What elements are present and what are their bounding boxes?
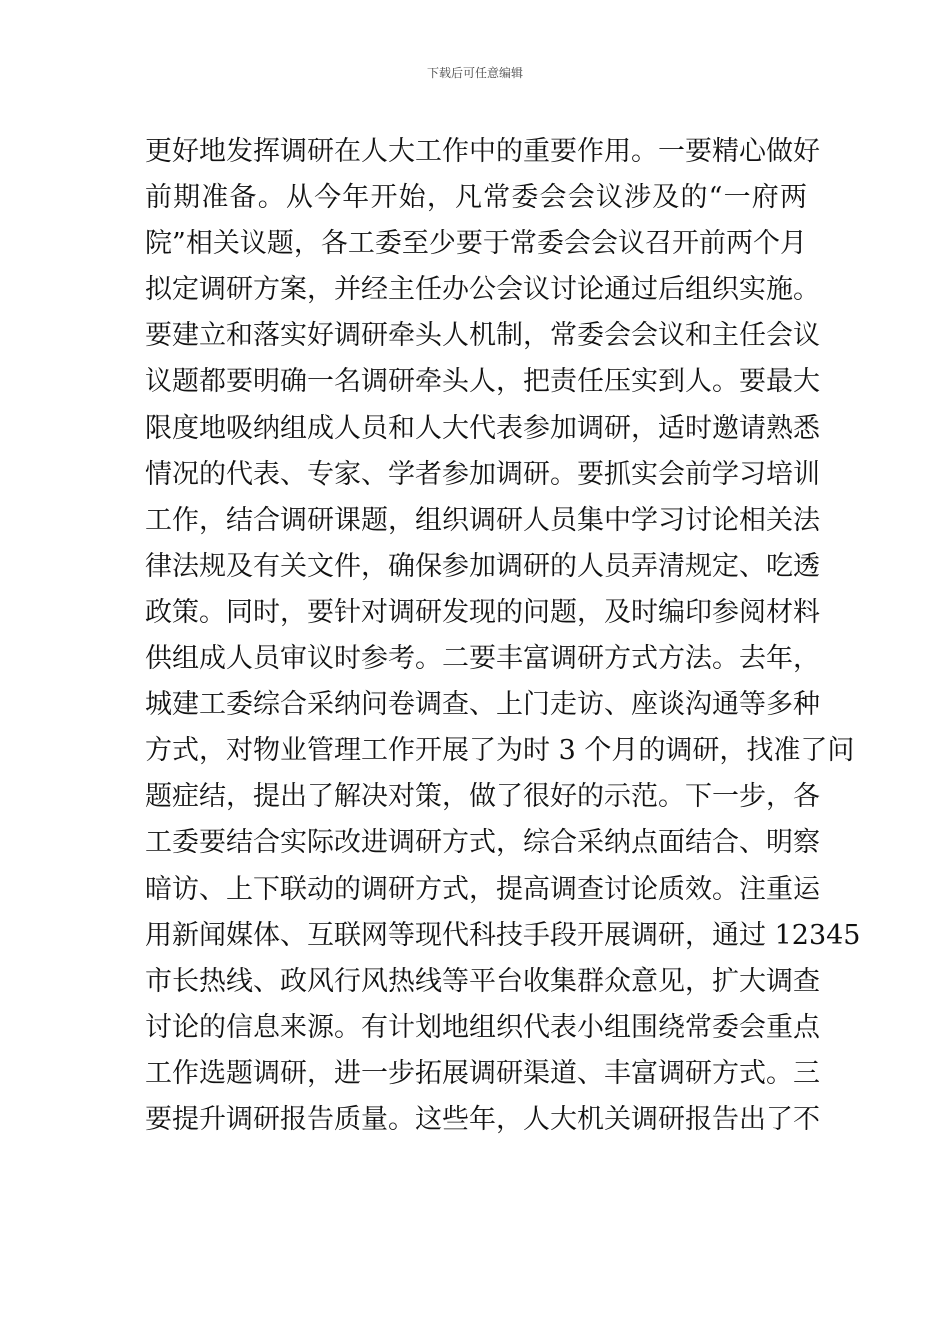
paragraph-line: 方式，对物业管理工作开展了为时 3 个月的调研，找准了问 (145, 735, 855, 767)
paragraph-line: 要提升调研报告质量。这些年，人大机关调研报告出了不 (145, 1103, 820, 1135)
paragraph-line: 律法规及有关文件，确保参加调研的人员弄清规定、吃透 (145, 550, 820, 582)
page-header: 下载后可任意编辑 (426, 66, 523, 80)
paragraph-line: 暗访、上下联动的调研方式，提高调查讨论质效。注重运 (145, 873, 820, 905)
paragraph-line: 题症结，提出了解决对策，做了很好的示范。下一步，各 (145, 781, 820, 813)
paragraph-line: 讨论的信息来源。有计划地组织代表小组围绕常委会重点 (145, 1011, 820, 1043)
paragraph-line: 更好地发挥调研在人大工作中的重要作用。一要精心做好 (145, 136, 820, 167)
paragraph-line: 供组成人员审议时参考。二要丰富调研方式方法。去年， (145, 643, 820, 675)
paragraph-line: 用新闻媒体、互联网等现代科技手段开展调研，通过 12345 (145, 919, 861, 951)
paragraph-line: 限度地吸纳组成人员和人大代表参加调研，适时邀请熟悉 (145, 412, 820, 444)
paragraph-line: 市长热线、政风行风热线等平台收集群众意见，扩大调查 (145, 965, 820, 997)
paragraph-line: 议题都要明确一名调研牵头人，把责任压实到人。要最大 (145, 366, 820, 398)
paragraph-line: 院”相关议题，各工委至少要于常委会会议召开前两个月 (145, 228, 807, 260)
paragraph-line: 政策。同时，要针对调研发现的问题，及时编印参阅材料 (145, 596, 820, 628)
paragraph-line: 拟定调研方案，并经主任办公会议讨论通过后组织实施。 (145, 274, 820, 306)
paragraph-line: 工作选题调研，进一步拓展调研渠道、丰富调研方式。三 (145, 1057, 820, 1089)
paragraph-line: 前期准备。从今年开始，凡常委会会议涉及的“一府两 (145, 182, 807, 214)
paragraph-line: 情况的代表、专家、学者参加调研。要抓实会前学习培训 (145, 458, 820, 490)
paragraph-line: 城建工委综合采纳问卷调查、上门走访、座谈沟通等多种 (145, 689, 820, 721)
paragraph-line: 工作，结合调研课题，组织调研人员集中学习讨论相关法 (145, 504, 820, 536)
document-body (145, 129, 861, 1143)
paragraph-line: 工委要结合实际改进调研方式，综合采纳点面结合、明察 (145, 827, 820, 859)
paragraph-line: 要建立和落实好调研牵头人机制，常委会会议和主任会议 (145, 320, 820, 352)
